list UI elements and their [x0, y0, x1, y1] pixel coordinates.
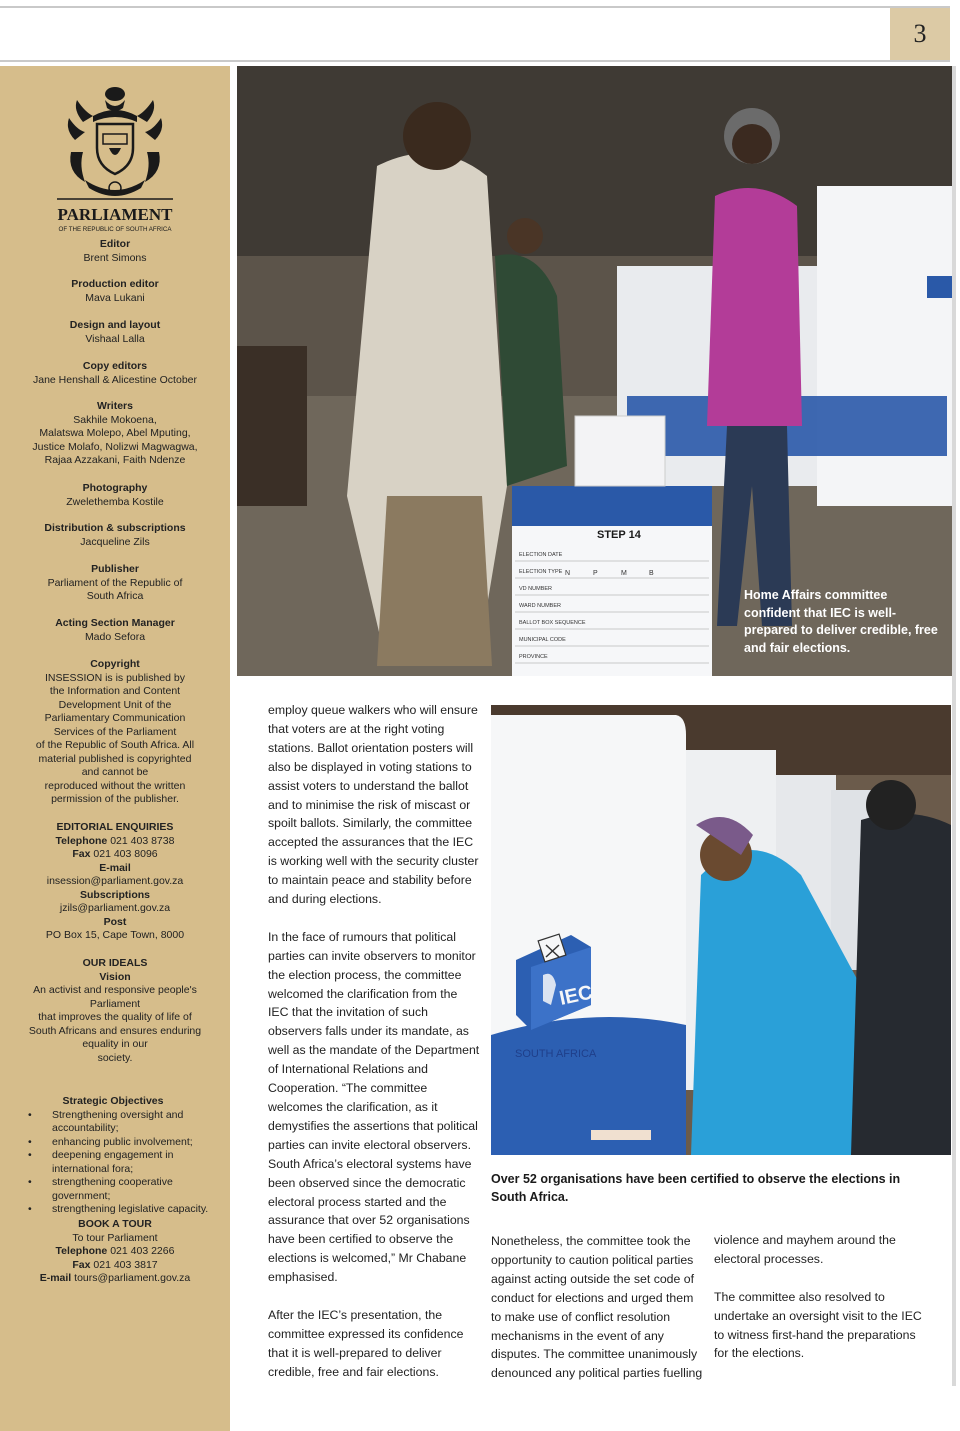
article-column-2 — [491, 1232, 703, 1402]
ballot-box-election-type: B — [649, 570, 654, 577]
tour-telephone-value: 021 403 2266 — [110, 1245, 175, 1257]
strategic-objectives — [28, 1095, 218, 1217]
objectives-list — [28, 1109, 218, 1217]
article-paragraph: In the face of rumours that political parties can invite observers to monitor the election process, the committee welcomed the clarification from the IEC that the invitation of such observers falls under its mandate, as well as the mandate of the Department of International Relations and Cooperation. “The committee welcomes the clarification, as it demystifies the assertions that political parties can invite electoral observers. South Africa’s electoral systems have been observed since the democratic electoral process started and the assurance that over 52 organisations have been certified to observe the elections is welcomed,” Mr Chabane emphasised. — [268, 929, 480, 1285]
credit-role: Production editor — [71, 278, 159, 290]
photo2-caption: Over 52 organisations have been certified to observe the elections in South Africa. — [491, 1172, 901, 1204]
tour-heading: BOOK A TOUR — [78, 1218, 152, 1230]
subscriptions-label: Subscriptions — [79, 888, 150, 901]
telephone-label: Telephone — [55, 834, 108, 847]
vision-line: that improves the quality of life of — [38, 1011, 192, 1023]
ballot-box-form-label: BALLOT BOX SEQUENCE — [519, 620, 586, 626]
credit-role: Writers — [97, 400, 133, 412]
book-a-tour — [8, 1218, 222, 1286]
email-label: E-mail — [99, 861, 131, 874]
tour-fax-label: Fax — [72, 1258, 91, 1271]
credit-name: permission of the publisher. — [51, 793, 179, 805]
vision-line: society. — [97, 1051, 133, 1064]
credit-block — [8, 482, 222, 509]
credit-block — [8, 400, 222, 468]
credit-role: Copyright — [90, 658, 140, 670]
post-label: Post — [103, 915, 127, 928]
ballot-box-form-label: VD NUMBER — [519, 586, 553, 592]
ballot-box-form-label: PROVINCE — [519, 654, 548, 660]
credit-role: Publisher — [91, 563, 139, 575]
objective-item: • enhancing public involvement; — [52, 1136, 218, 1150]
subscriptions-email-link[interactable]: jzils@parliament.gov.za — [59, 902, 171, 914]
logo-subtitle: OF THE REPUBLIC OF SOUTH AFRICA — [58, 226, 172, 232]
credit-name: Vishaal Lalla — [85, 332, 145, 345]
credit-name: Rajaa Azzakani, Faith Ndenze — [44, 454, 186, 466]
enquiries-heading: EDITORIAL ENQUIRIES — [56, 821, 174, 833]
our-ideals — [8, 957, 222, 1065]
ideals-heading: OUR IDEALS — [82, 957, 148, 969]
fax-value: 021 403 8096 — [93, 848, 158, 860]
vision-line: Parliament — [89, 997, 141, 1010]
post-address: PO Box 15, Cape Town, 8000 — [45, 929, 185, 941]
ballot-box-step-label: STEP 14 — [597, 529, 641, 541]
credit-name: of the Republic of South Africa. All — [35, 739, 195, 751]
article-paragraph: The committee also resolved to undertake an oversight visit to the IEC to witness first-hand the preparations for the elections. — [714, 1289, 922, 1361]
tour-fax-value: 021 403 3817 — [93, 1258, 158, 1271]
article-column-1 — [268, 701, 480, 1400]
credit-block — [8, 238, 222, 265]
credit-name: Mava Lukani — [85, 291, 145, 304]
vision-line: equality in our — [82, 1038, 148, 1050]
credit-role: Distribution & subscriptions — [44, 522, 186, 534]
credit-name: Sakhile Mokoena, — [73, 413, 157, 426]
page-number: 3 — [890, 8, 950, 60]
objectives-label: Strategic Objectives — [62, 1095, 164, 1107]
ballot-box-form-label: ELECTION TYPE — [519, 569, 563, 575]
editorial-enquiries — [8, 821, 222, 943]
fax-label: Fax — [72, 848, 91, 860]
credit-name: Malatswa Molepo, Abel Mputing, — [39, 427, 191, 439]
voting-station-photo — [237, 66, 952, 676]
credit-block — [8, 563, 222, 604]
page-header-bar — [0, 6, 950, 62]
ballot-box-form-label: MUNICIPAL CODE — [519, 637, 566, 643]
telephone-value: 021 403 8738 — [110, 834, 175, 847]
credit-name: South Africa — [86, 590, 144, 602]
credit-name: Zwelethemba Kostile — [66, 495, 164, 508]
article-column-3 — [714, 1231, 926, 1382]
article-paragraph: Nonetheless, the committee took the opportunity to caution political parties against acting outside the set code of conduct for elections and urged them to make use of conflict resolution mechanisms in the event of any disputes. The committee unanimously denounced any political parties fuelling — [491, 1234, 703, 1381]
credit-name: Parliamentary Communication — [44, 712, 186, 724]
credit-name: Mado Sefora — [84, 630, 146, 643]
credit-name: reproduced without the written — [44, 779, 186, 792]
credit-name: Brent Simons — [83, 251, 147, 264]
ballot-box-election-type: P — [593, 570, 598, 577]
credit-block — [8, 617, 222, 644]
credit-block — [8, 278, 222, 305]
masthead-sidebar — [0, 66, 230, 1431]
iec-logo-text: IEC — [557, 981, 595, 1010]
credit-role: Acting Section Manager — [55, 617, 175, 629]
vision-label: Vision — [99, 970, 131, 983]
photo1-caption: Home Affairs committee confident that IEC is well-prepared to deliver credible, free and fair elections. — [744, 588, 938, 655]
credit-name: Justice Molafo, Nolizwi Magwagwa, — [32, 440, 198, 453]
objective-item: • strengthening legislative capacity. — [52, 1203, 218, 1217]
tour-email-label: E-mail — [39, 1272, 72, 1284]
south-africa-label: SOUTH AFRICA — [515, 1048, 597, 1060]
credit-block — [8, 658, 222, 807]
credit-name: INSESSION is is published by — [44, 671, 186, 684]
email-link[interactable]: insession@parliament.gov.za — [46, 875, 184, 887]
article-paragraph: violence and mayhem around the electoral processes. — [714, 1233, 896, 1266]
credit-name: and cannot be — [81, 766, 149, 778]
credit-name: Services of the Parliament — [53, 725, 177, 738]
objective-item: • strengthening cooperative government; — [52, 1176, 218, 1203]
credit-role: Photography — [82, 482, 148, 494]
page-edge-rule — [952, 66, 956, 1386]
credit-block — [8, 522, 222, 549]
credit-name: Jane Henshall & Alicestine October — [32, 373, 197, 386]
logo-wordmark: PARLIAMENT — [57, 205, 173, 224]
ballot-box-election-type: M — [621, 570, 627, 577]
tour-email-link[interactable]: tours@parliament.gov.za — [74, 1272, 191, 1284]
credit-name: Development Unit of the — [58, 698, 172, 711]
credit-name: the Information and Content — [49, 685, 181, 697]
objective-item: • deepening engagement in international fora; — [52, 1149, 218, 1176]
tour-telephone-label: Telephone — [55, 1245, 108, 1257]
article-paragraph: After the IEC’s presentation, the committee expressed its confidence that it is well-prepared to deliver credible, free and fair elections. — [268, 1307, 464, 1379]
credit-role: Design and layout — [69, 319, 161, 331]
ballot-box-election-type: N — [565, 570, 571, 577]
vision-line: South Africans and ensures enduring — [28, 1024, 202, 1037]
credit-role: Copy editors — [82, 360, 148, 372]
parliament-coat-of-arms-logo — [55, 82, 175, 232]
article-paragraph: employ queue walkers who will ensure that voters are at the right voting stations. Ballot orientation posters will also be displayed in voting stations to assist voters to understand the ballot and to minimise the risk of miscast or spoilt ballots. Similarly, the committee accepted the assurances that the IEC is working well with the security cluster to maintain peace and stability before and during elections. — [268, 703, 479, 907]
voting-booth-photo — [491, 705, 951, 1155]
credit-name: Parliament of the Republic of — [47, 576, 183, 589]
ballot-box-form-label: ELECTION DATE — [519, 552, 563, 558]
credit-name: Jacqueline Zils — [80, 535, 150, 548]
credit-block — [8, 360, 222, 387]
ballot-box-form-label: WARD NUMBER — [519, 603, 561, 609]
objective-item: • Strengthening oversight and accountability; — [52, 1109, 218, 1136]
credit-name: material published is copyrighted — [38, 752, 192, 765]
credit-block — [8, 319, 222, 346]
vision-text — [8, 984, 222, 1065]
credit-role: Editor — [99, 238, 131, 250]
vision-line: An activist and responsive people's — [33, 984, 197, 996]
tour-line: To tour Parliament — [72, 1231, 158, 1244]
